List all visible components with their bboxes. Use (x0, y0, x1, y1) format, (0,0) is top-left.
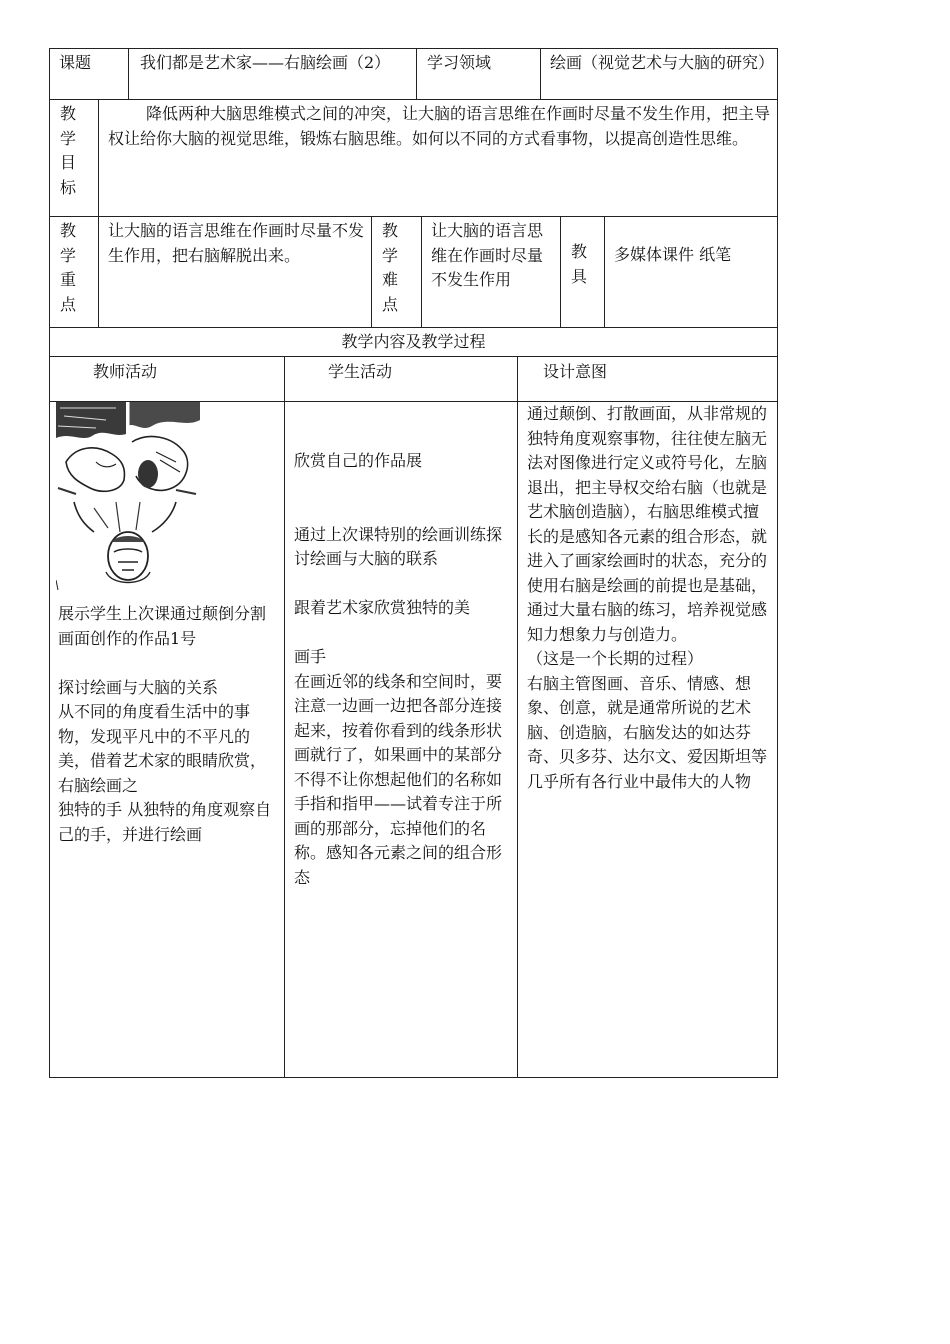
divider (284, 401, 285, 1078)
design-intent-text: 通过颠倒、打散画面，从非常规的独特角度观察事物，往往使左脑无法对图像进行定义或符号化，左脑退出，把主导权交给右脑（也就是艺术脑创造脑），右脑思维模式擅长的是感知各元素的组合形态，就进入了画家绘画时的状态，充分的使用右脑是绘画的前提也是基础，通过大量右脑的练习，培养视觉感知力想象力与创造力。 （这是一个长期的过程） 右脑主管图画、音乐、情感、想象、创意，就是通常所说的艺术脑、创造脑，右脑发达的如达芬奇、贝多芬、达尔文、爱因斯坦等几乎所有各行业中最伟大的人物 (527, 404, 768, 791)
topic-label: 课题 (59, 53, 92, 72)
divider (540, 48, 541, 100)
col-design-header: 设计意图 (543, 362, 608, 381)
divider (128, 48, 129, 100)
divider (560, 216, 561, 328)
divider (284, 356, 285, 402)
domain-label: 学习领域 (427, 53, 492, 72)
domain-value: 绘画（视觉艺术与大脑的研究） (550, 53, 775, 72)
process-title: 教学内容及教学过程 (341, 332, 486, 351)
keypoints-label: 教 学 重 点 (60, 221, 77, 314)
divider (421, 216, 422, 328)
divider (517, 356, 518, 402)
divider (416, 48, 417, 100)
process-header-row (49, 356, 778, 402)
divider (98, 99, 99, 217)
tools-label: 教 具 (571, 242, 588, 286)
divider (98, 216, 99, 328)
divider (371, 216, 372, 328)
tools-text: 多媒体课件 纸笔 (614, 245, 732, 264)
keypoints-text: 让大脑的语言思维在作画时尽量不发生作用，把右脑解脱出来。 (108, 221, 365, 265)
objectives-text: 降低两种大脑思维模式之间的冲突，让大脑的语言思维在作画时尽量不发生作用，把主导权让给你大脑的视觉思维，锻炼右脑思维。如何以不同的方式看事物，以提高创造性思维。 (108, 104, 771, 148)
col-student-header: 学生活动 (328, 362, 393, 381)
divider (517, 401, 518, 1078)
topic-value: 我们都是艺术家——右脑绘画（2） (140, 53, 391, 72)
col-teacher-header: 教师活动 (93, 362, 158, 381)
objectives-label: 教 学 目 标 (60, 104, 77, 197)
student-activity-text: 欣赏自己的作品展 通过上次课特别的绘画训练探讨绘画与大脑的联系 跟着艺术家欣赏独特的美 画手 在画近邻的线条和空间时，要注意一边画一边把各部分连接起来，按着你看到的线条形状画就行了，如果画中的某部分不得不让你想起他们的名称如手指和指甲——试着专注于所画的那部分，忘掉他们的名称。感知各元素之间的组合形态 (294, 451, 503, 887)
difficulties-label: 教 学 难 点 (382, 221, 399, 314)
upside-down-drawing (56, 402, 204, 590)
teacher-activity-text: 展示学生上次课通过颠倒分割画面创作的作品1号 探讨绘画与大脑的关系 从不同的角度看生活中的事物，发现平凡中的不平凡的美，借着艺术家的眼睛欣赏， 右脑绘画之 独特的手 从独特的角度观察自己的手，并进行绘画 (58, 604, 272, 844)
divider (604, 216, 605, 328)
difficulties-text: 让大脑的语言思维在作画时尽量不发生作用 (431, 221, 544, 289)
